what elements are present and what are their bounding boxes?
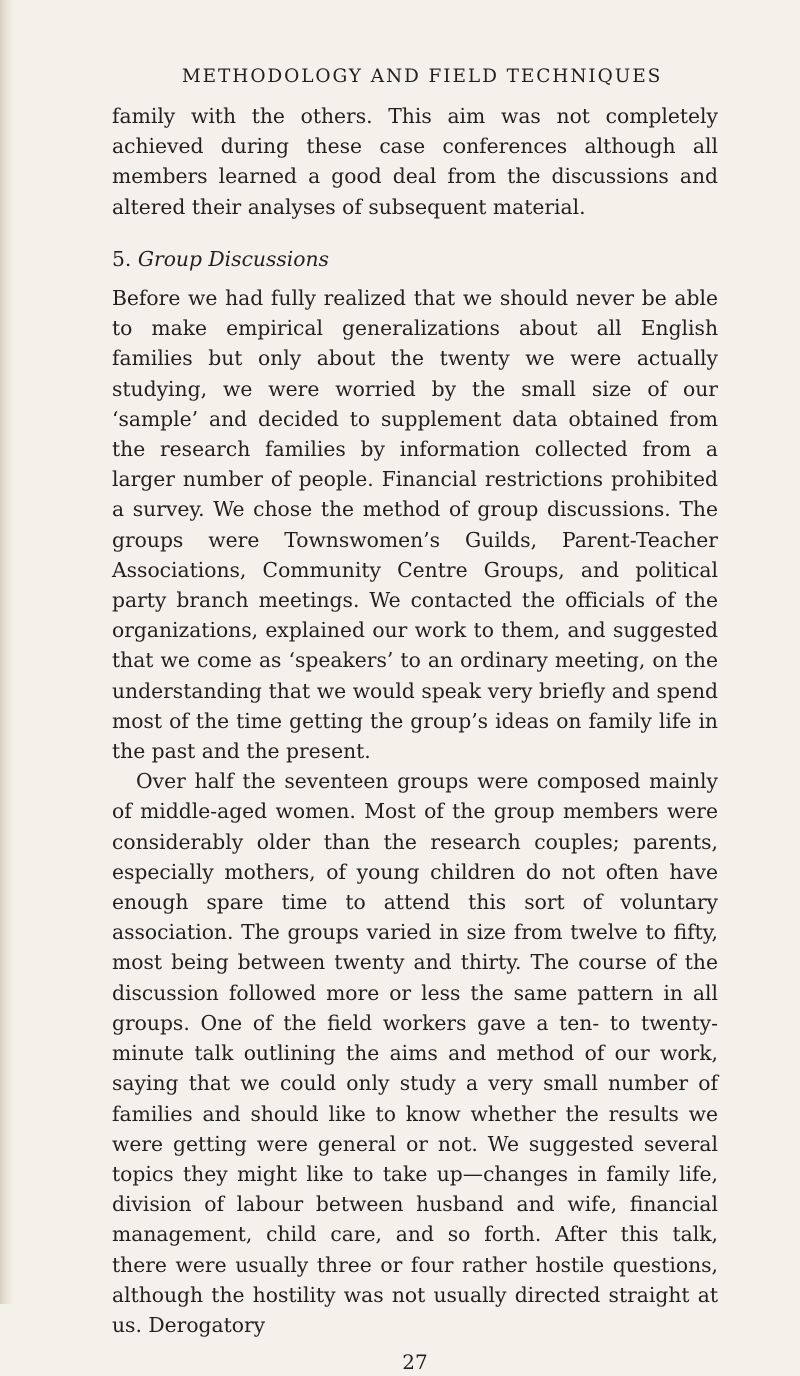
paragraph-group-composition: Over half the seventeen groups were composed mainly of middle-aged women. Most of the group members were considerably older than the research couples; parents, especially mothers, of young children do not often have enough spare time to attend this sort of voluntary association. The groups varied in size from twelve to fifty, most being between twenty and thirty. The course of the discussion followed more or less the same pattern in all groups. One of the field workers gave a ten- to twenty-minute talk outlining the aims and method of our work, saying that we could only study a very small number of families and should like to know whether the results we were getting were general or not. We suggested several topics they might like to take up—changes in family life, division of labour between husband and wife, financial management, child care, and so forth. After this talk, there were usually three or four rather hostile questions, although the hostility was not usually directed straight at us. Derogatory [112, 769, 718, 1337]
page-gutter-shadow [0, 0, 14, 1304]
running-head: METHODOLOGY AND FIELD TECHNIQUES [181, 66, 663, 87]
paragraph-group-discussions-intro: Before we had fully realized that we should never be able to make empirical generalizations about all English families but only about the twenty we were actually studying, we were worried by the small size of our ‘sample’ and decided to supplement data obtained from the research families by information collected from a larger number of people. Financial restrictions prohibited a survey. We chose the method of group discussions. The groups were Townswomen’s Guilds, Parent-Teacher Associations, Community Centre Groups, and political party branch meetings. We contacted the officials of the organizations, explained our work to them, and suggested that we come as ‘speakers’ to an ordinary meeting, on the understanding that we would speak very briefly and spend most of the time getting the group’s ideas on family life in the past and the present. [112, 286, 718, 764]
page-number: 27 [402, 1350, 428, 1375]
section-title: Group Discussions [137, 246, 329, 271]
section-heading [112, 244, 718, 274]
section-number: 5. [112, 246, 132, 271]
book-page [112, 62, 718, 1376]
paragraph-continued: family with the others. This aim was not completely achieved during these case conferences although all members learned a good deal from the discussions and altered their analyses of subsequent material. [112, 104, 718, 219]
